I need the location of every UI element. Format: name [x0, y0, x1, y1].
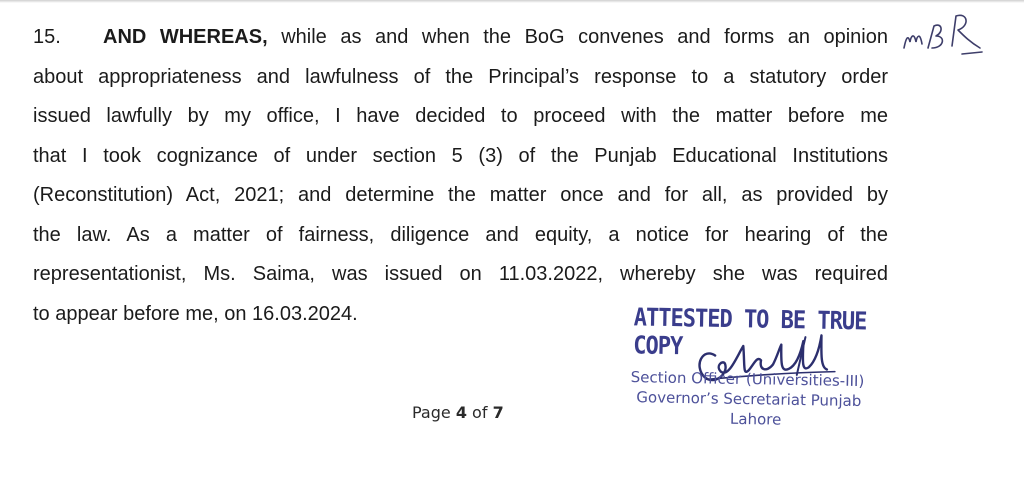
paragraph-line-2: about appropriateness and lawfulness of the Principal’s response to a statutory order — [33, 65, 888, 88]
handwritten-initials — [898, 8, 998, 58]
paragraph-line-7: representationist, Ms. Saima, was issued on 11.03.2022, whereby she was required — [33, 263, 888, 285]
stamp-designation: Section Officer (Universities-III) — [630, 368, 865, 391]
paragraph-line-4: that I took cognizance of under section 5 (3) of the Punjab Educational Institutions — [33, 144, 888, 167]
page-current: 4 — [455, 403, 467, 422]
stamp-title: ATTESTED TO BE TRUE COPY — [633, 304, 867, 361]
stamp-city: Lahore — [729, 409, 782, 429]
paragraph-line-6: the law. As a matter of fairness, diligence and equity, a notice for hearing of the — [33, 223, 888, 246]
paragraph-line-text: while as and when the BoG convenes and forms an opinion — [281, 26, 888, 48]
paragraph-lead: AND WHEREAS, — [103, 26, 268, 48]
attestation-stamp — [626, 304, 908, 449]
page-total: 7 — [492, 403, 504, 422]
scan-top-edge — [0, 0, 1024, 3]
paragraph-line-5: (Reconstitution) Act, 2021; and determine the matter once and for all, as provided by — [33, 184, 888, 206]
page-of: of — [466, 403, 493, 422]
paragraph-number: 15. — [33, 26, 61, 48]
page-number — [412, 403, 504, 422]
stamp-office: Governor’s Secretariat Punjab — [636, 388, 862, 411]
paragraph-15 — [33, 18, 888, 334]
page-prefix: Page — [412, 403, 456, 422]
paragraph-line-8: to appear before me, on 16.03.2024. — [33, 302, 358, 325]
paragraph-line-3: issued lawfully by my office, I have decided to proceed with the matter before me — [33, 105, 888, 127]
paragraph-line-1 — [33, 18, 888, 58]
